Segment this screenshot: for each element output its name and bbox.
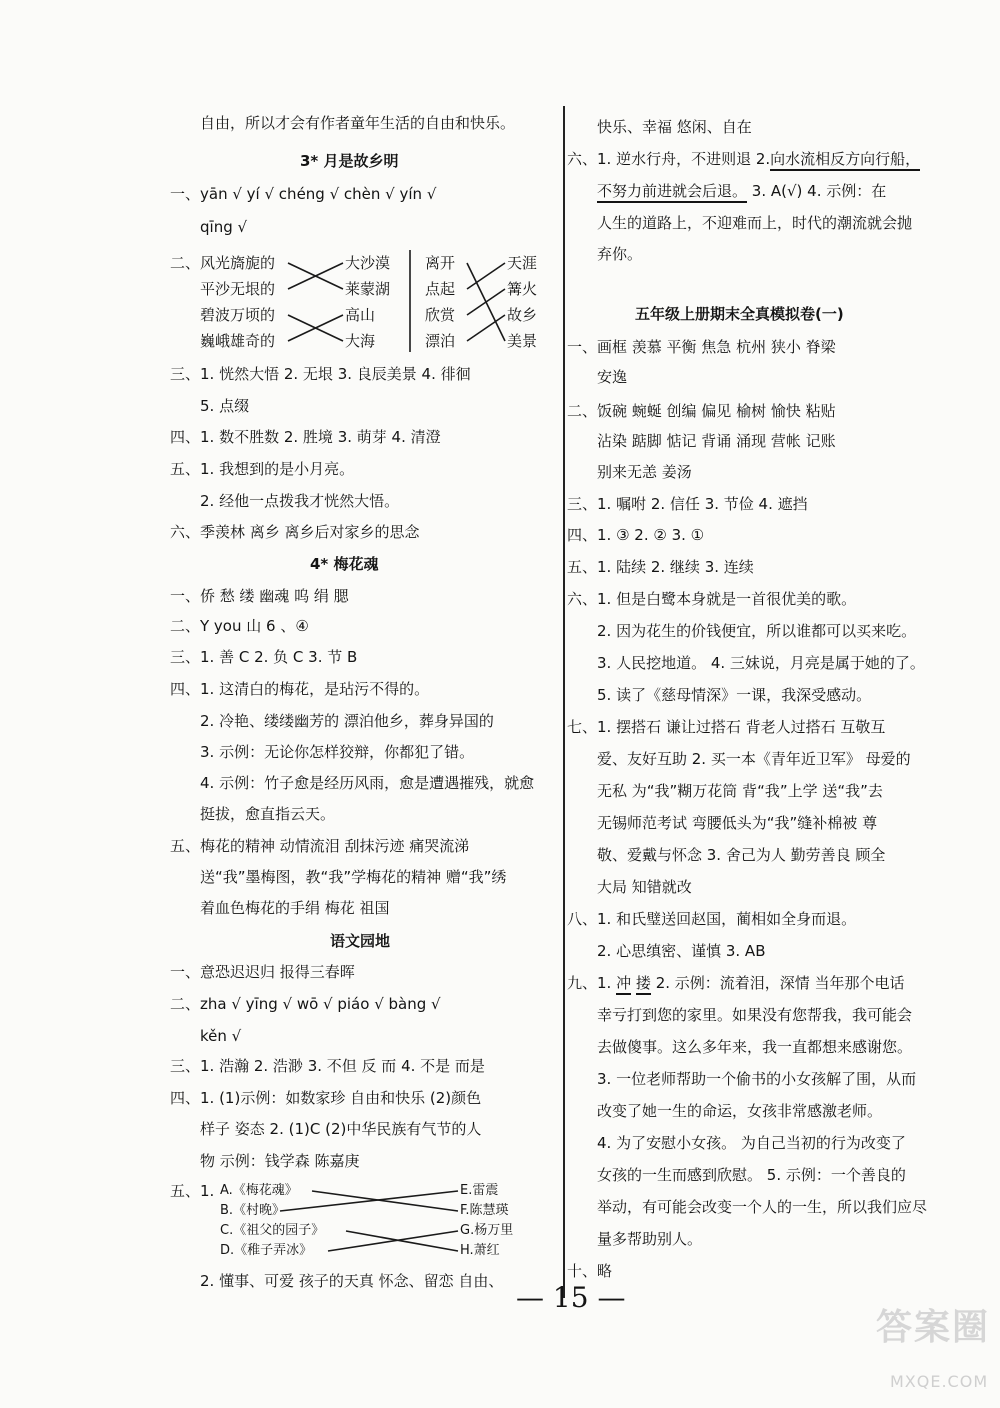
answer-line: 4. 为了安慰小女孩。 为自己当初的行为改变了 <box>597 1134 906 1152</box>
answer-line: 三、1. 浩瀚 2. 浩渺 3. 不但 反 而 4. 不是 而是 <box>170 1057 485 1075</box>
answer-line <box>597 180 886 202</box>
answer-line: 五、1. 我想到的是小月亮。 <box>170 460 355 478</box>
answer-line: 五、1. 陆续 2. 继续 3. 连续 <box>567 558 754 576</box>
match-right-item: E.雷震 <box>460 1183 499 1198</box>
answer-line: 一、侨 愁 缕 幽魂 呜 绢 腮 <box>170 587 349 605</box>
match-mid-item: 高山 <box>345 306 376 324</box>
answer-line: 着血色梅花的手绢 梅花 祖国 <box>200 899 390 917</box>
answer-line: 2. 懂事、可爱 孩子的天真 怀念、留恋 自由、 <box>200 1272 504 1290</box>
match-left-item: 巍峨雄奇的 <box>200 332 276 350</box>
underlined-answer: 冲 <box>616 974 631 995</box>
match-right-item: H.萧红 <box>460 1243 500 1258</box>
answer-text: 2. 示例：流着泪，深情 当年那个电话 <box>655 974 905 992</box>
answer-line: 3. 人民挖地道。 4. 三妹说，月亮是属于她的了。 <box>597 654 925 672</box>
answer-line: 快乐、幸福 悠闲、自在 <box>597 118 752 136</box>
watermark-site: MXQE.COM <box>890 1372 989 1391</box>
match-left-item: A.《梅花魂》 <box>220 1183 298 1198</box>
answer-line: 女孩的一生而感到欣慰。 5. 示例：一个善良的 <box>597 1166 906 1184</box>
match-right-item: F.陈慧瑛 <box>460 1203 509 1218</box>
section-heading: 五年级上册期末全真模拟卷(一) <box>635 305 844 323</box>
answer-line: 敬、爱戴与怀念 3. 舍己为人 勤劳善良 顾全 <box>597 846 886 864</box>
answer-line: 2. 经他一点拨我才恍然大悟。 <box>200 492 400 510</box>
underlined-answer: 搂 <box>636 974 651 995</box>
answer-line: 七、1. 摆搭石 谦让过搭石 背老人过搭石 互敬互 <box>567 718 886 736</box>
answer-line: 三、1. 嘱咐 2. 信任 3. 节俭 4. 遮挡 <box>567 495 808 513</box>
answer-line: 挺拔，愈直指云天。 <box>200 805 336 823</box>
answer-line <box>567 972 905 994</box>
column-divider <box>563 106 565 1298</box>
match-mid2-item: 离开 <box>425 254 456 272</box>
match-right-item: 篝火 <box>507 280 538 298</box>
answer-line: 3. 一位老师帮助一个偷书的小女孩解了围，从而 <box>597 1070 917 1088</box>
answer-line: 2. 心思缜密、谨慎 3. AB <box>597 942 766 960</box>
answer-line: 四、1. ③ 2. ② 3. ① <box>567 526 705 544</box>
match-left-item: 风光旖旎的 <box>200 254 276 272</box>
answer-line: 物 示例：钱学森 陈嘉庚 <box>200 1152 360 1170</box>
match-prefix: 五、1. <box>170 1182 215 1200</box>
answer-line: 四、1. 这清白的梅花，是玷污不得的。 <box>170 680 430 698</box>
match-left-item: C.《祖父的园子》 <box>220 1223 325 1238</box>
answer-line: 三、1. 恍然大悟 2. 无垠 3. 良辰美景 4. 徘徊 <box>170 365 471 383</box>
answer-line: 安逸 <box>597 368 628 386</box>
answer-line: 2. 冷艳、缕缕幽芳的 漂泊他乡，葬身异国的 <box>200 712 494 730</box>
answer-line: 4. 示例：竹子愈是经历风雨，愈是遭遇摧残，就愈 <box>200 774 535 792</box>
answer-line: 别来无恙 姜汤 <box>597 463 692 481</box>
answer-line: 六、1. 但是白鹭本身就是一首很优美的歌。 <box>567 590 857 608</box>
answer-text: 3. A(√) 4. 示例：在 <box>747 182 887 200</box>
answer-line <box>567 148 920 170</box>
answer-line: 六、季羡林 离乡 离乡后对家乡的思念 <box>170 523 420 541</box>
answer-line: 自由，所以才会有作者童年生活的自由和快乐。 <box>200 114 516 132</box>
match-mid-item: 大海 <box>345 332 376 350</box>
answer-line: 一、意恐迟迟归 报得三春晖 <box>170 963 355 981</box>
answer-line: 幸亏打到您的家里。如果没有您帮我，我可能会 <box>597 1006 913 1024</box>
answer-line: 无锡师范考试 弯腰低头为“我”缝补棉被 尊 <box>597 814 878 832</box>
answer-line: 四、1. (1)示例：如数家珍 自由和快乐 (2)颜色 <box>170 1089 482 1107</box>
watermark-logo: 答案圈 <box>876 1307 991 1348</box>
match-right-item: 天涯 <box>507 254 538 272</box>
answer-line: 无私 为“我”糊万花筒 背“我”上学 送“我”去 <box>597 782 883 800</box>
answer-line: 送“我”墨梅图，教“我”学梅花的精神 赠“我”绣 <box>200 868 507 886</box>
answer-line: 四、1. 数不胜数 2. 胜境 3. 萌芽 4. 清澄 <box>170 428 441 446</box>
match-left-item: D.《稚子弄冰》 <box>220 1243 313 1258</box>
match-left-item: 平沙无垠的 <box>200 280 276 298</box>
answer-line: 五、梅花的精神 动情流泪 刮抹污迹 痛哭流涕 <box>170 837 470 855</box>
answer-line: 沾染 踮脚 惦记 背诵 涌现 营帐 记账 <box>597 432 836 450</box>
answer-line: 人生的道路上，不迎难而上，时代的潮流就会抛 <box>597 214 913 232</box>
answer-line: 5. 点缀 <box>200 397 250 415</box>
answer-line: 2. 因为花生的价钱便宜，所以谁都可以买来吃。 <box>597 622 917 640</box>
answer-line: 3. 示例：无论你怎样狡辩，你都犯了错。 <box>200 743 475 761</box>
match-mid2-item: 漂泊 <box>425 332 456 350</box>
answer-line: 二、饭碗 蜿蜒 创编 偏见 榆树 愉快 粘贴 <box>567 402 836 420</box>
answer-line: 十、略 <box>567 1262 613 1280</box>
match-mid-item: 大沙漠 <box>345 254 391 272</box>
answer-line: 样子 姿态 2. (1)C (2)中华民族有气节的人 <box>200 1120 482 1138</box>
match-mid2-item: 欣赏 <box>425 306 456 324</box>
match-mid-item: 莱蒙湖 <box>345 280 391 298</box>
answer-line: 爱、友好互助 2. 买一本《青年近卫军》 母爱的 <box>597 750 911 768</box>
answer-line: 举动，有可能会改变一个人的一生，所以我们应尽 <box>597 1198 928 1216</box>
answer-line: 八、1. 和氏璧送回赵国，蔺相如全身而退。 <box>567 910 857 928</box>
answer-line: 改变了她一生的命运，女孩非常感激老师。 <box>597 1102 883 1120</box>
section-heading: 4* 梅花魂 <box>310 555 379 573</box>
match-left-item: 碧波万顷的 <box>200 306 276 324</box>
answer-line: 去做傻事。这么多年来，我一直都想来感谢您。 <box>597 1038 913 1056</box>
answer-line: 大局 知错就改 <box>597 878 692 896</box>
section-heading: 语文园地 <box>330 932 391 950</box>
answer-line: 二、zha √ yīng √ wō √ piáo √ bàng √ <box>170 995 441 1013</box>
underlined-answer: 不努力前进就会后退。 <box>597 182 747 203</box>
section-heading: 3* 月是故乡明 <box>300 152 399 170</box>
answer-line: 三、1. 善 C 2. 负 C 3. 节 B <box>170 648 358 666</box>
match-mid2-item: 点起 <box>425 280 456 298</box>
match-prefix: 二、 <box>170 254 201 272</box>
answer-line: 一、画框 羡慕 平衡 焦急 杭州 狭小 脊梁 <box>567 338 836 356</box>
answer-line: 5. 读了《慈母情深》一课，我深受感动。 <box>597 686 872 704</box>
page-number-value: 15 <box>552 1281 589 1314</box>
answer-text: 九、1. <box>567 974 612 992</box>
answer-line: 一、yān √ yí √ chéng √ chèn √ yín √ <box>170 185 437 203</box>
match-left-item: B.《村晚》 <box>220 1203 286 1218</box>
answer-line: kěn √ <box>200 1027 242 1045</box>
answer-line: 弃你。 <box>597 245 643 263</box>
match-right-item: 故乡 <box>507 306 538 324</box>
match-right-item: G.杨万里 <box>460 1223 514 1238</box>
underlined-answer: 向水流相反方向行船， <box>770 150 920 171</box>
answer-line: 量多帮助别人。 <box>597 1230 703 1248</box>
answer-text: 六、1. 逆水行舟，不进则退 2. <box>567 150 771 168</box>
page-number: — 15 — <box>516 1281 626 1314</box>
answer-line: 二、Y you 山 6 、④ <box>170 617 309 635</box>
match-right-item: 美景 <box>507 332 538 350</box>
answer-line: qīng √ <box>200 218 248 236</box>
